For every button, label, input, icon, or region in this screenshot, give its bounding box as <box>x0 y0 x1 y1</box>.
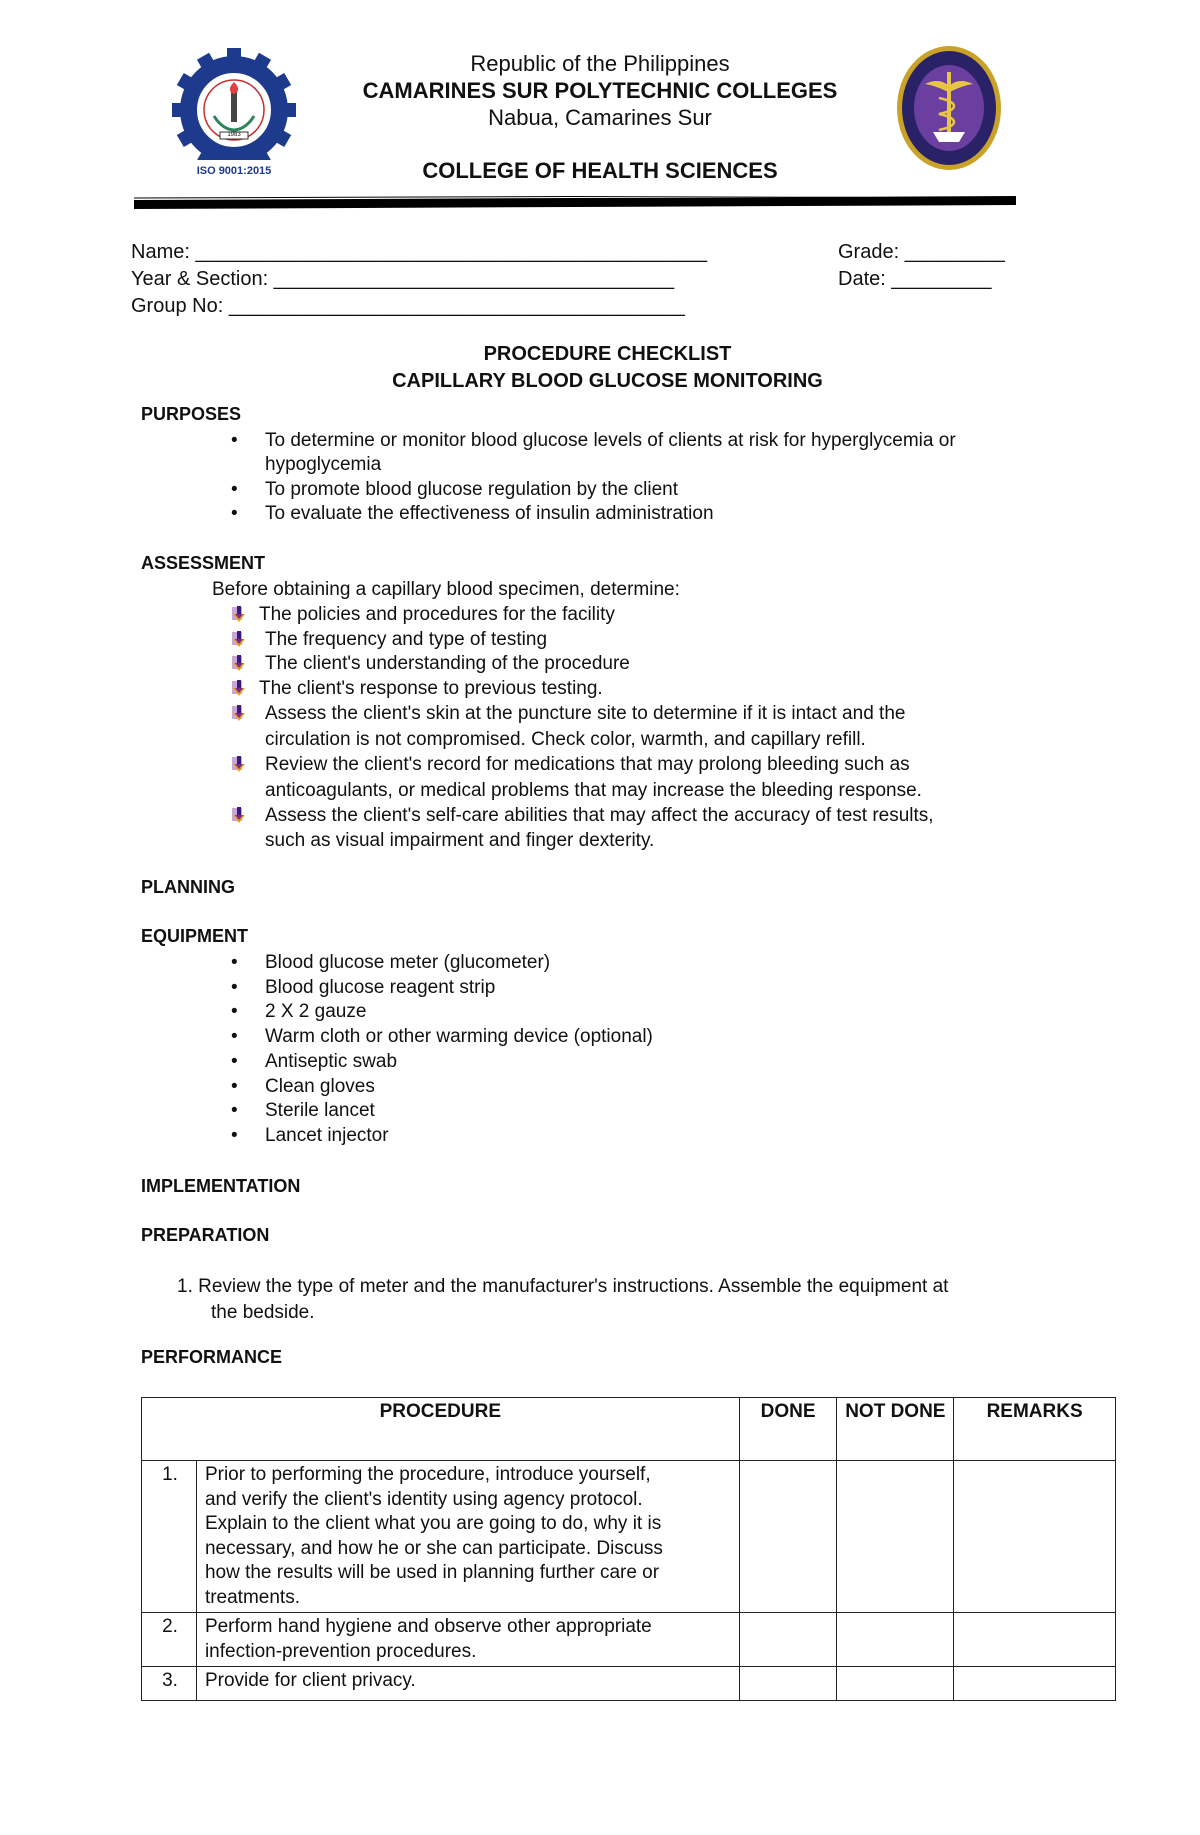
planning-heading: PLANNING <box>141 877 235 897</box>
arrow-bullet-icon <box>230 756 248 779</box>
implementation-heading: IMPLEMENTATION <box>141 1176 301 1196</box>
bullet-icon: • <box>231 1100 238 1122</box>
date-field[interactable]: Date: _________ <box>838 268 992 290</box>
bullet-icon: • <box>231 1001 238 1023</box>
assessment-heading: ASSESSMENT <box>141 553 266 573</box>
assessment-item-continued: anticoagulants, or medical problems that may increase the bleeding response. <box>265 780 922 801</box>
preparation-step: 1. Review the type of meter and the manufacturer's instructions. Assemble the equipment at <box>177 1276 949 1297</box>
college-name: CAMARINES SUR POLYTECHNIC COLLEGES <box>362 78 838 103</box>
assessment-item: The client's response to previous testing. <box>259 678 603 699</box>
step-text-line: Prior to performing the procedure, introduce yourself, <box>204 1464 651 1485</box>
assessment-item: The frequency and type of testing <box>265 629 548 650</box>
assessment-item: The client's understanding of the procedure <box>265 653 630 674</box>
assessment-item: Assess the client's self-care abilities that may affect the accuracy of test results, <box>265 805 934 826</box>
col-procedure: PROCEDURE <box>142 1398 740 1461</box>
logo-year: 1983 <box>227 132 241 138</box>
preparation-heading: PREPARATION <box>141 1225 270 1245</box>
step-number: 3. <box>142 1667 197 1701</box>
remarks-cell[interactable] <box>954 1461 1116 1613</box>
not-done-cell[interactable] <box>837 1667 954 1701</box>
step-number: 2. <box>142 1613 197 1667</box>
table-row <box>142 1461 1116 1613</box>
checklist-subtitle: CAPILLARY BLOOD GLUCOSE MONITORING <box>392 370 823 392</box>
col-remarks: REMARKS <box>954 1398 1116 1461</box>
checklist-title: PROCEDURE CHECKLIST <box>483 343 732 365</box>
not-done-cell[interactable] <box>837 1461 954 1613</box>
col-done: DONE <box>739 1398 837 1461</box>
bullet-icon: • <box>231 503 238 524</box>
assessment-item: Review the client's record for medications that may prolong bleeding such as <box>265 754 910 775</box>
done-cell[interactable] <box>739 1667 837 1701</box>
step-text-line: Perform hand hygiene and observe other appropriate <box>204 1616 652 1637</box>
table-row <box>142 1667 1116 1701</box>
arrow-bullet-icon <box>230 606 248 629</box>
assessment-item-continued: circulation is not compromised. Check color, warmth, and capillary refill. <box>265 729 866 750</box>
remarks-cell[interactable] <box>954 1613 1116 1667</box>
remarks-cell[interactable] <box>954 1667 1116 1701</box>
done-cell[interactable] <box>739 1461 837 1613</box>
table-row <box>142 1613 1116 1667</box>
bullet-icon: • <box>231 1075 238 1097</box>
bullet-icon: • <box>231 1050 238 1072</box>
equipment-heading: EQUIPMENT <box>141 926 249 946</box>
step-text-line: necessary, and how he or she can participate. Discuss <box>204 1537 663 1559</box>
performance-table <box>141 1397 1116 1701</box>
group-no-field[interactable]: Group No: _________________________________________ <box>131 295 685 317</box>
college-address: Nabua, Camarines Sur <box>488 105 712 130</box>
bullet-icon: • <box>231 479 238 500</box>
preparation-step-continued: the bedside. <box>211 1302 315 1323</box>
not-done-cell[interactable] <box>837 1613 954 1667</box>
grade-field[interactable]: Grade: _________ <box>838 241 1005 263</box>
step-text-line: Provide for client privacy. <box>204 1670 416 1691</box>
year-section-field[interactable]: Year & Section: ____________________________________ <box>131 268 675 290</box>
arrow-bullet-icon <box>230 631 248 654</box>
arrow-bullet-icon <box>230 655 248 678</box>
bullet-icon: • <box>231 1026 238 1048</box>
assessment-intro: Before obtaining a capillary blood specimen, determine: <box>212 579 680 600</box>
col-not-done: NOT DONE <box>837 1398 954 1461</box>
step-number: 1. <box>142 1461 197 1613</box>
step-text-line: and verify the client's identity using agency protocol. <box>204 1488 643 1510</box>
arrow-bullet-icon <box>230 680 248 703</box>
step-description <box>196 1461 739 1613</box>
arrow-bullet-icon <box>230 705 248 728</box>
step-text-line: Explain to the client what you are going to do, why it is <box>204 1513 662 1534</box>
assessment-item-continued: such as visual impairment and finger dexterity. <box>265 830 655 851</box>
purposes-heading: PURPOSES <box>141 404 242 424</box>
header-rule <box>134 196 1016 209</box>
department-name: COLLEGE OF HEALTH SCIENCES <box>422 158 778 183</box>
document-page: 1983 ISO 9001:2015 Republic of the Philippines CAMARINES SUR POLYTECHNIC COLLEGES Nabua, Camarines Sur COLLEGE OF HEALTH SCIENCES Name: ______________________________________________ Year & Section: ____________________________________ Group No: _________________________________________ Grade: _________ Date: _________ PROCEDURE CHECKLIST CAPILLARY BLOOD GLUCOSE MONITORING PURPOSES • To determine or monitor blood glucose levels of clients at risk for hyperglycemia or hypoglycemia • To promote blood glucose regulation by the client • To evaluate the effectiveness of insulin administration ASSESSMENT Before obtaining a capillary blood specimen, determine: The policies and procedures for the facility The frequency and type of testing The client's understanding of the procedure The client's response to previous testing. Assess the client's skin at the puncture site to determine if it is intact and the circulation is not compromised. Check color, warmth, and capillary refill. Review the client's record for medications that may prolong bleeding such as anticoagulants, or medical problems that may increase the bleeding response. Assess the client's self-care abilities that may affect the accuracy of test results, such as visual impairment and finger dexterity. PLANNING EQUIPMENT • Blood glucose meter (glucometer) • Blood glucose reagent strip • 2 X 2 gauze • Warm cloth or other warming device (optional) • Antiseptic swab • Clean gloves • Sterile lancet • Lancet injector IMPLEMENTATION PREPARATION 1. Review the type of meter and the manufacturer's instructions. Assemble the equipment at the bedside. PERFORMANCE PROCEDURE DONE NOT DONE REMARKS 1. Prior to performing the procedure, introduce yourself, and verify the client's identity using agency protocol. Explain to the client what you are going to do, why it is necessary, and how he or she can participate. Discuss how the results will be used in planning further care or treatments. 2. Perform hand hygiene and observe other appropriate infection-prevention procedures. 3. Provide for client privacy. <box>0 0 1200 1835</box>
step-text-line: treatments. <box>204 1586 300 1608</box>
name-field[interactable]: Name: ______________________________________________ <box>131 241 708 263</box>
step-description <box>196 1613 739 1667</box>
table-header-row <box>142 1398 1116 1461</box>
performance-heading: PERFORMANCE <box>141 1347 283 1367</box>
assessment-item: The policies and procedures for the facility <box>259 604 615 625</box>
step-text-line: infection-prevention procedures. <box>204 1640 477 1662</box>
step-text-line: how the results will be used in planning further care or <box>204 1562 660 1583</box>
iso-badge: ISO 9001:2015 <box>196 165 272 177</box>
bullet-icon: • <box>231 1124 238 1146</box>
bullet-icon: • <box>231 430 238 451</box>
bullet-icon: • <box>231 952 238 973</box>
republic-line: Republic of the Philippines <box>470 51 730 76</box>
arrow-bullet-icon <box>230 807 248 830</box>
step-description <box>196 1667 739 1701</box>
done-cell[interactable] <box>739 1613 837 1667</box>
bullet-icon: • <box>231 976 238 998</box>
assessment-item: Assess the client's skin at the puncture site to determine if it is intact and the <box>265 703 906 724</box>
